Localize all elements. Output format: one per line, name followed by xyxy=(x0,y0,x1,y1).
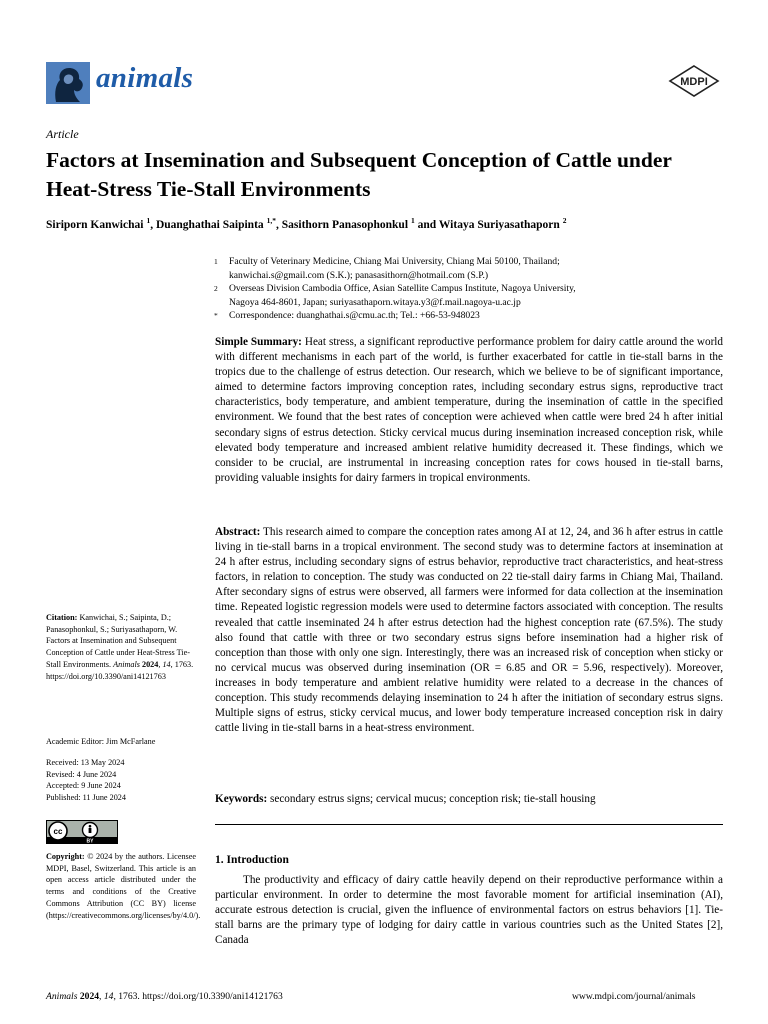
date-line: Published: 11 June 2024 xyxy=(46,793,126,803)
affiliation-line: Faculty of Veterinary Medicine, Chiang Mai University, Chiang Mai 50100, Thailand; xyxy=(229,256,560,267)
author-affiliation-mark: 2 xyxy=(562,216,567,225)
introduction-text: The productivity and efficacy of dairy cattle heavily depend on their reproductive performance within a particular environment. In order to determine the most favorable moment for artificial insemination (AI), accurate estrous detection is crucial, given the influence of environmental factors on estrus behaviors [1]. Tie-stall barns are the primary type of lodging for dairy cattle in various countries such as the United States [2], Canada xyxy=(215,874,723,947)
author-affiliation-mark: 1 xyxy=(146,216,151,225)
affiliation-item xyxy=(214,282,734,309)
journal-logo xyxy=(46,62,90,104)
footer-journal-url[interactable]: www.mdpi.com/journal/animals xyxy=(572,991,696,1002)
affiliation-item xyxy=(214,309,734,323)
cc-by-icon xyxy=(46,820,118,844)
section-divider xyxy=(215,824,723,825)
date-line: Received: 13 May 2024 xyxy=(46,758,125,767)
mdpi-logo-icon xyxy=(668,65,720,97)
author-list: Siriporn Kanwichai $^1$, Duanghathai Saipinta $^{1,*}$, Sasithorn Panasophonkul $^1$ and Witaya Suriyasathaporn $^2$ xyxy=(46,216,567,231)
mdpi-logo xyxy=(668,65,720,97)
affiliation-mark: * xyxy=(214,311,218,320)
simple-summary-label: Simple Summary: xyxy=(215,336,302,348)
primate-icon xyxy=(46,62,90,104)
citation-year: 2024 xyxy=(139,659,159,669)
simple-summary xyxy=(215,335,723,486)
academic-editor: Academic Editor: Jim McFarlane xyxy=(46,737,156,746)
affiliation-line: Nagoya 464-8601, Japan; suriyasathaporn.witaya.y3@f.mail.nagoya-u.ac.jp xyxy=(229,296,521,308)
footer-journal: Animals xyxy=(46,991,78,1002)
copyright-text: © 2024 by the authors. Licensee MDPI, Basel, Switzerland. This article is an open access article distributed under the terms and conditions of the Creative Commons Attribution (CC BY) license (https://creativecommons.org/licenses/by/4.0/). xyxy=(46,852,201,920)
paper-title: Factors at Insemination and Subsequent Conception of Cattle under Heat-Stress Tie-Stall Environments xyxy=(46,148,672,201)
author-affiliation-mark: 1 xyxy=(411,216,415,225)
affiliations xyxy=(214,255,734,323)
date-line: Accepted: 9 June 2024 xyxy=(46,781,121,791)
publication-dates xyxy=(46,757,196,804)
author-affiliation-mark: 1,* xyxy=(266,216,277,225)
author-name: Sasithorn Panasophonkul xyxy=(281,218,409,231)
citation-label: Citation: xyxy=(46,613,78,622)
footer-year: 2024 xyxy=(79,991,100,1002)
footer-volume: 14 xyxy=(103,991,114,1002)
section-heading: 1. Introduction xyxy=(215,854,289,866)
keywords-text: secondary estrus signs; cervical mucus; conception risk; tie-stall housing xyxy=(267,793,596,805)
abstract-label: Abstract: xyxy=(215,526,261,538)
svg-text:MDPI: MDPI xyxy=(680,76,708,88)
copyright-label: Copyright: xyxy=(46,852,85,861)
affiliation-mark: 1 xyxy=(214,257,218,266)
article-type: Article xyxy=(46,127,79,141)
affiliation-line: Correspondence: duanghathai.s@cmu.ac.th; Tel.: +66-53-948023 xyxy=(229,310,480,321)
copyright-notice xyxy=(46,851,201,921)
affiliation-item xyxy=(214,255,734,282)
svg-text:BY: BY xyxy=(86,838,94,844)
affiliation-line: Overseas Division Cambodia Office, Asian Satellite Campus Institute, Nagoya University, xyxy=(229,283,576,294)
citation-journal: Animals xyxy=(113,659,140,669)
citation-block xyxy=(46,612,196,682)
footer-doi[interactable]: , 1763. https://doi.org/10.3390/ani14121763 xyxy=(113,991,283,1002)
author-name: Siriporn Kanwichai xyxy=(46,218,144,231)
author-name: Duanghathai Saipinta xyxy=(155,218,264,231)
journal-name: animals xyxy=(96,62,194,94)
citation-text: Kanwichai, S.; Saipinta, D.; Panasophonkul, S.; Suriyasathaporn, W. Factors at Insemination and Subsequent Conception of Cattle under Heat-Stress Tie-Stall Environments. xyxy=(46,613,190,669)
affiliation-line: kanwichai.s@gmail.com (S.K.); panasasithorn@hotmail.com (S.P.) xyxy=(229,269,489,281)
citation-volume: , 14 xyxy=(158,659,171,669)
citation-doi[interactable]: , 1763. https://doi.org/10.3390/ani14121763 xyxy=(46,659,194,681)
keywords-label: Keywords: xyxy=(215,793,268,805)
date-line: Revised: 4 June 2024 xyxy=(46,769,117,779)
author-name: Witaya Suriyasathaporn xyxy=(438,218,560,231)
simple-summary-text: Heat stress, a significant reproductive performance problem for dairy cattle around the world with different mechanisms in each part of the world, is further exacerbated for cattle in tie-stall barns in the tropics due to the challenge of estrus detection. Our research, which we believe to be of significant importance, aimed to determine factors improving conception rates, including secondary estrus signs, reproductive tract characteristics, body temperature, and ambient temperature, during the insemination of cattle in the specified environment. We found that the best rates of conception were achieved when cattle were bred 24 h after initial secondary signs of estrus detection. Sticky cervical mucus during insemination increased conception risk, while elevated body temperature and increased ambient relative humidity decreased it. These findings, which we consider to be crucial, are instrumental in increasing conception rates for cows housed in tie-stall barns, providing valuable insights for dairy farmers in tropical environments. xyxy=(215,336,723,484)
abstract-text: This research aimed to compare the conception rates among AI at 12, 24, and 36 h after estrus in cattle living in tie-stall barns in a tropical environment. The second study was to determine factors at insemination at 24 h after estrus, including secondary signs of estrus behavior, reproductive tract characteristics, and heat-stress factors, in relation to conception. The study was conducted on 22 tie-stall dairy farms in Chiang Mai, Thailand. After secondary signs of estrus were observed, all farmers were informed for data collection at the insemination time. Repeated logistic regression models were used to determine factors associated with conception. The results revealed that cattle inseminated 24 h after estrus detection had the highest conception rate (67.5%). The study also found that cattle with three or two secondary estrus signs before insemination had a higher risk of conception than those with only one sign. Interestingly, there was an increased risk of conception when sticky or no cervical mucus was observed during insemination (OR = 6.85 and OR = 5.96, respectively). Moreover, increases in body temperature and ambient relative humidity were related to a decrease in the chances of conception. This study recommends delaying insemination to 24 h after the initiation of secondary estrus signs. Multiple signs of estrus, sticky cervical mucus, and lower body temperature increased conception risk in dairy cattle living in tie-stall barns in a heat-stress environment. xyxy=(215,526,723,735)
abstract xyxy=(215,525,723,736)
cc-by-license-badge[interactable] xyxy=(46,820,118,844)
affiliation-mark: 2 xyxy=(214,284,218,293)
keywords xyxy=(215,792,723,807)
svg-text:cc: cc xyxy=(53,827,63,836)
footer-citation: Animals 2024, 14, 1763. https://doi.org/10.3390/ani14121763 xyxy=(46,991,283,1002)
